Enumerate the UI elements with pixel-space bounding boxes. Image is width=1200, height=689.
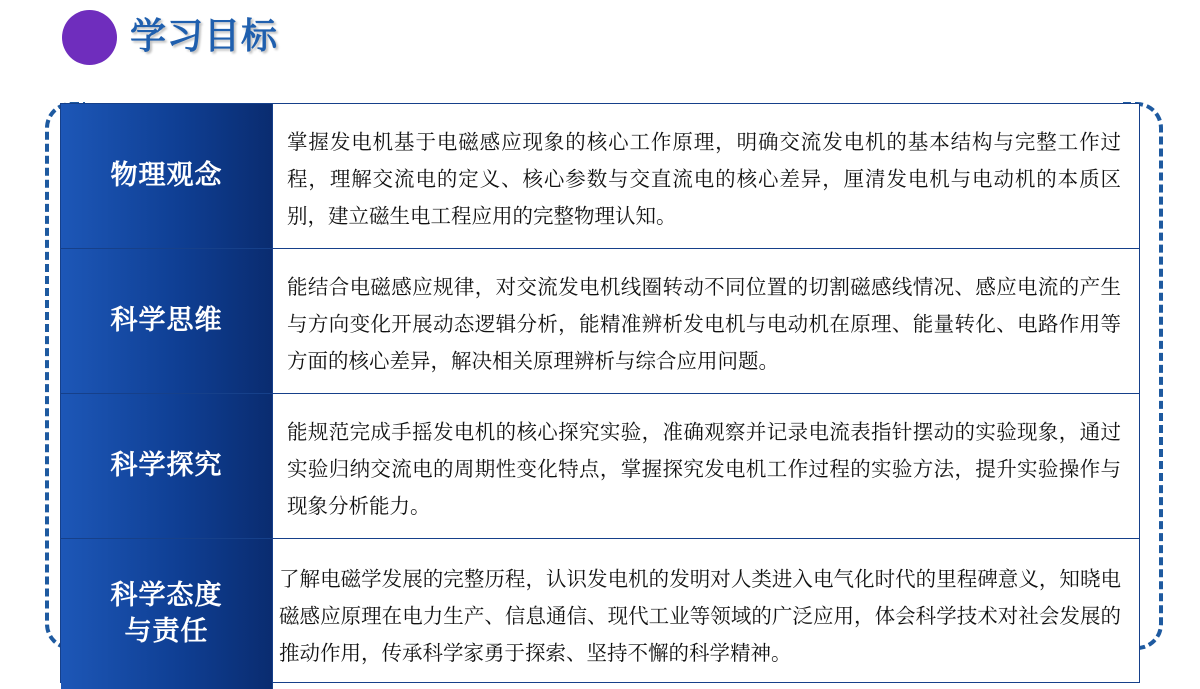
objective-label: 物理观念 xyxy=(110,160,223,191)
objective-row-physics-concept xyxy=(61,104,1139,249)
objective-label-cell xyxy=(61,249,273,393)
objective-row-scientific-inquiry xyxy=(61,394,1139,539)
objective-label: 科学思维 xyxy=(110,305,223,336)
objective-row-scientific-thinking xyxy=(61,249,1139,394)
objective-description: 能结合电磁感应规律，对交流发电机线圈转动不同位置的切割磁感线情况、感应电流的产生与方向变化开展动态逻辑分析，能精准辨析发电机与电动机在原理、能量转化、电路作用等方面的核心差异，解决相关原理辨析与综合应用问题。 xyxy=(287,275,1121,373)
objective-label-cell xyxy=(61,539,273,689)
page-title: 学习目标 xyxy=(130,16,279,57)
objective-label-cell xyxy=(61,104,273,248)
objective-description: 能规范完成手摇发电机的核心探究实验，准确观察并记录电流表指针摆动的实验现象，通过实验归纳交流电的周期性变化特点，掌握探究发电机工作过程的实验方法，提升实验操作与现象分析能力。 xyxy=(287,420,1121,518)
objective-label: 科学探究 xyxy=(110,450,223,481)
objective-label: 科学态度 与责任 xyxy=(110,580,223,647)
objectives-table xyxy=(60,103,1140,683)
objective-label-cell xyxy=(61,394,273,538)
objective-row-attitude-responsibility xyxy=(61,539,1139,689)
title-bullet-dot xyxy=(62,10,117,65)
objective-description: 了解电磁学发展的完整历程，认识发电机的发明对人类进入电气化时代的里程碑意义，知晓电磁感应原理在电力生产、信息通信、现代工业等领域的广泛应用，体会科学技术对社会发展的推动作用，传承科学家勇于探索、坚持不懈的科学精神。 xyxy=(279,567,1121,665)
objective-description: 掌握发电机基于电磁感应现象的核心工作原理，明确交流发电机的基本结构与完整工作过程，理解交流电的定义、核心参数与交直流电的核心差异，厘清发电机与电动机的本质区别，建立磁生电工程应用的完整物理认知。 xyxy=(287,130,1121,228)
